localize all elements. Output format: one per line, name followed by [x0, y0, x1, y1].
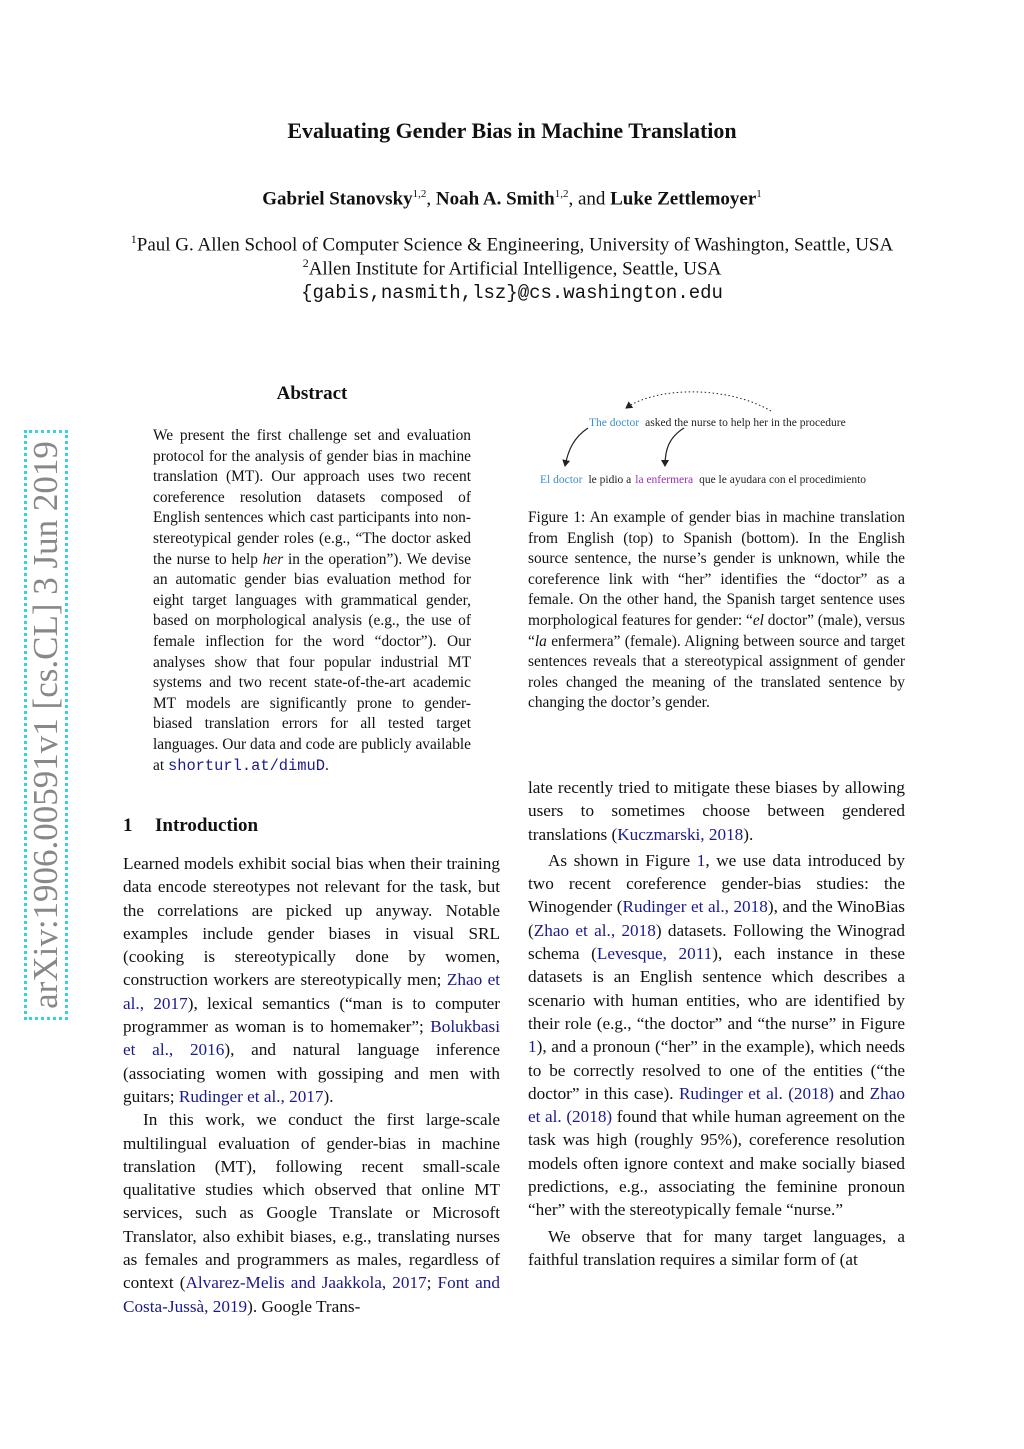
coreference-arrow — [626, 392, 771, 411]
citation-link[interactable]: Rudinger et al., 2018 — [622, 897, 768, 917]
author-emails: {gabis,nasmith,lsz}@cs.washington.edu — [301, 282, 723, 304]
abstract-heading: Abstract — [276, 383, 348, 404]
caption-text: ” (female). Aligning between source and target sentences reveals that a stereotypical assignment of gender roles changed the meaning of the translated sentence by changing the doctor’s gender. — [528, 632, 905, 712]
affiliation-mark: 1 — [130, 232, 137, 246]
arxiv-stamp — [24, 430, 68, 1020]
citation-link[interactable]: Zhao et al., 2018 — [533, 920, 656, 940]
figure-reference-link[interactable]: 1 — [696, 850, 706, 870]
author-separator: , — [426, 188, 436, 210]
affiliation-text: Paul G. Allen School of Computer Science & Engineering, University of Washington, Seattle, USA — [136, 234, 894, 256]
author-affiliation-mark: 1,2 — [554, 188, 569, 200]
abstract-emphasis: her — [262, 550, 284, 568]
paragraph-text: Learned models exhibit social bias when their training data encode stereotypes not relevant for the task, but the correlations are picked up anyway. Notable examples include gender biases in visual SRL (cooking is stereotypically done by women, construction workers are stereotypically men; — [123, 854, 500, 990]
figure-reference-link[interactable]: 1 — [528, 1037, 537, 1057]
citation-link[interactable]: Levesque, 2011 — [596, 944, 713, 964]
paragraph-text: ). Google Trans- — [247, 1296, 361, 1316]
paragraph — [123, 1108, 500, 1318]
paper-title: Evaluating Gender Bias in Machine Translation — [287, 118, 737, 143]
paragraph-text: We observe that for many target languages, a faithful translation requires a similar form of (at — [528, 1226, 905, 1269]
section-number: 1 — [123, 815, 133, 836]
figure-1-diagram — [528, 386, 908, 496]
alignment-arrow-nurse — [665, 428, 684, 466]
paragraph — [528, 849, 905, 1222]
author-name: Noah A. Smith — [435, 188, 555, 210]
citation-link[interactable]: Bolukbasi et al., 2016 — [123, 1017, 500, 1060]
caption-text: enfermera — [546, 632, 614, 650]
affiliation — [0, 256, 1024, 280]
affiliation-text: Allen Institute for Artificial Intelligence, Seattle, USA — [308, 258, 722, 280]
paragraph-text: ). — [323, 1086, 334, 1106]
paragraph — [528, 1225, 905, 1272]
paragraph-text: ), and the WinoBias ( — [528, 897, 906, 940]
abstract-text: We present the first challenge set and evaluation protocol for the analysis of gender bias in machine translation (MT). Our approach uses two recent coreference resolution datasets composed of English sentences which cast participants into non-stereotypical gender roles (e.g., “The doctor asked the nurse to help — [153, 427, 471, 568]
citation-link[interactable]: Rudinger et al., 2017 — [178, 1086, 324, 1106]
paragraph-text: As shown in Figure — [548, 850, 697, 870]
author-affiliation-mark: 1 — [756, 188, 762, 200]
left-column-text — [123, 852, 500, 1318]
abstract-text: . — [324, 756, 329, 774]
spanish-middle: le pidio a — [588, 474, 632, 486]
paragraph-text: ), and natural language inference (associating women with gossiping and men with guitars; — [123, 1040, 500, 1106]
paragraph-text: ) datasets. Following the Winograd schema ( — [528, 920, 906, 964]
paragraph-text: and — [834, 1083, 870, 1103]
spanish-sentence — [540, 474, 866, 486]
paragraph-text: late recently tried to mitigate these biases by allowing users to sometimes choose between gendered translations ( — [528, 778, 905, 844]
english-doctor: The doctor — [589, 417, 640, 429]
caption-text: doctor” (male), versus “ — [528, 611, 905, 650]
spanish-la-enfermera: la enfermera — [635, 474, 694, 486]
english-rest: asked the nurse to help her in the procedure — [645, 417, 846, 429]
caption-emphasis: la — [534, 632, 547, 650]
paragraph-text: ). — [743, 824, 754, 844]
arxiv-identifier: arXiv:1906.00591v1 [cs.CL] 3 Jun 2019 — [26, 441, 65, 1009]
paragraph-text: In this work, we conduct the first large-scale multilingual evaluation of gender-bias in machine translation (MT), following recent small-scale qualitative studies which observed that online MT services, such as Google Translate or Microsoft Translator, also exhibit biases, e.g., translating nurses as females and programmers as males, regardless of context ( — [123, 1110, 500, 1293]
citation-link[interactable]: Zhao et al., 2017 — [123, 970, 500, 1013]
citation-link[interactable]: Kuczmarski, 2018 — [617, 824, 744, 844]
caption-emphasis: el — [752, 611, 764, 629]
author-name: Luke Zettlemoyer — [610, 188, 757, 210]
paragraph — [123, 852, 500, 1108]
paragraph-text: ), and a pronoun (“her” in the example), which needs to be correctly resolved to one of the entities (“the doctor” in this case). — [528, 1037, 905, 1103]
author-separator: , and — [568, 188, 611, 210]
alignment-arrow-doctor — [565, 428, 588, 466]
spanish-el-doctor: El doctor — [540, 474, 583, 486]
paragraph-text: ), each instance in these datasets is an English sentence which describes a scenario with human entities, who are identified by their role (e.g., “the doctor” and “the nurse” in Figure — [528, 944, 906, 1033]
citation-link[interactable]: Font and Costa-Jussà, 2019 — [123, 1273, 500, 1316]
english-sentence — [589, 417, 846, 429]
abstract-text: in the operation”). We devise an automatic gender bias evaluation method for eight target languages with grammatical gender, based on morphological analysis (e.g., the use of female inflection for the word “doctor”). Our analyses show that four popular industrial MT systems and two recent state-of-the-art academic MT models are significantly prone to gender-biased translation errors for all tested target languages. Our data and code are publicly available at — [153, 550, 471, 774]
citation-link[interactable]: Alvarez-Melis and Jaakkola, 2017 — [185, 1273, 427, 1293]
data-url-link[interactable]: shorturl.at/dimuD — [167, 756, 325, 775]
paragraph-text: , we use data introduced by two recent coreference gender-bias studies: the Winogender ( — [528, 850, 905, 917]
author-line — [0, 188, 1024, 210]
citation-link[interactable]: Zhao et al. (2018) — [528, 1083, 905, 1127]
affiliation-mark: 2 — [302, 256, 309, 270]
paragraph — [528, 776, 905, 846]
citation-link[interactable]: Rudinger et al. (2018) — [678, 1083, 835, 1103]
section-heading — [123, 815, 503, 837]
paragraph-text: found that while human agreement on the task was high (roughly 95%), coreference resolution models often ignore context and make socially biased predictions, e.g., associating the feminine pronoun “her” with the stereotypically female “nurse.” — [528, 1107, 906, 1220]
spanish-rest: que le ayudara con el procedimiento — [699, 474, 867, 486]
paragraph-text: ; — [426, 1273, 438, 1293]
abstract-body — [153, 426, 471, 776]
section-title: Introduction — [155, 815, 259, 836]
affiliation — [0, 232, 1024, 256]
figure-caption — [528, 508, 905, 714]
author-name: Gabriel Stanovsky — [262, 188, 413, 210]
author-affiliation-mark: 1,2 — [412, 188, 427, 200]
caption-text: Figure 1: An example of gender bias in machine translation from English (top) to Spanish (bottom). In the English source sentence, the nurse’s gender is unknown, while the coreference link with “her” identifies the “doctor” as a female. On the other hand, the Spanish target sentence uses morphological features for gender: “ — [528, 509, 905, 629]
right-column-text — [528, 776, 905, 1271]
paragraph-text: ), lexical semantics (“man is to computer programmer as woman is to homemaker”; — [123, 993, 500, 1037]
